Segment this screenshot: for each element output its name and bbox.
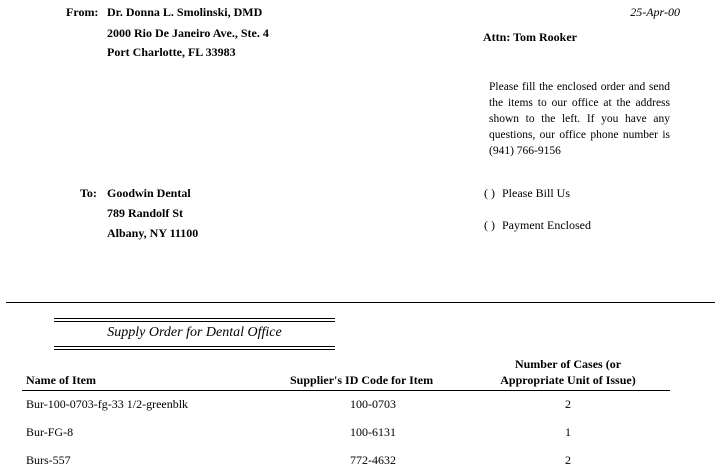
option-bill-us[interactable] xyxy=(484,186,570,201)
option-checkbox[interactable]: ( ) xyxy=(484,186,495,200)
option-payment-enclosed[interactable] xyxy=(484,218,591,233)
option-checkbox[interactable]: ( ) xyxy=(484,218,495,232)
to-label: To: xyxy=(80,186,97,200)
table-row-qty: 2 xyxy=(565,397,571,411)
header-quantity-line1: Number of Cases (or xyxy=(514,357,622,371)
section-divider xyxy=(6,302,715,303)
table-row-qty: 1 xyxy=(565,425,571,439)
header-underline xyxy=(22,390,670,391)
to-name: Goodwin Dental xyxy=(107,186,191,200)
table-row-item: Burs-557 xyxy=(26,453,71,467)
table-row-item: Bur-100-0703-fg-33 1/2-greenblk xyxy=(26,397,189,411)
order-title: Supply Order for Dental Office xyxy=(107,325,282,340)
order-date: 25-Apr-00 xyxy=(630,5,680,19)
header-supplier-code: Supplier's ID Code for Item xyxy=(290,373,434,387)
from-name: Dr. Donna L. Smolinski, DMD xyxy=(107,5,263,19)
table-row-code: 100-6131 xyxy=(350,425,396,439)
from-label: From: xyxy=(66,5,99,19)
title-rule-bottom-1 xyxy=(54,346,335,347)
to-address-line1: 789 Randolf St xyxy=(107,206,184,220)
from-address-line2: Port Charlotte, FL 33983 xyxy=(107,45,236,59)
table-row-qty: 2 xyxy=(565,453,571,467)
header-quantity-line2: Appropriate Unit of Issue) xyxy=(500,373,636,387)
instructions-note: Please fill the enclosed order and send the items to our office at the address shown to the left. If you have any questions, our office phone number is (941) 766-9156 xyxy=(489,81,670,157)
title-rule-top-1 xyxy=(54,318,335,319)
option-label: Please Bill Us xyxy=(502,186,570,200)
header-item-name: Name of Item xyxy=(26,373,96,387)
attention-line: Attn: Tom Rooker xyxy=(483,30,578,44)
from-address-line1: 2000 Rio De Janeiro Ave., Ste. 4 xyxy=(107,26,269,40)
table-row-code: 772-4632 xyxy=(350,453,396,467)
title-rule-bottom-2 xyxy=(54,349,335,350)
option-label: Payment Enclosed xyxy=(502,218,591,232)
table-row-item: Bur-FG-8 xyxy=(26,425,74,439)
title-rule-top-2 xyxy=(54,321,335,322)
table-row-code: 100-0703 xyxy=(350,397,396,411)
to-address-line2: Albany, NY 11100 xyxy=(107,226,199,240)
